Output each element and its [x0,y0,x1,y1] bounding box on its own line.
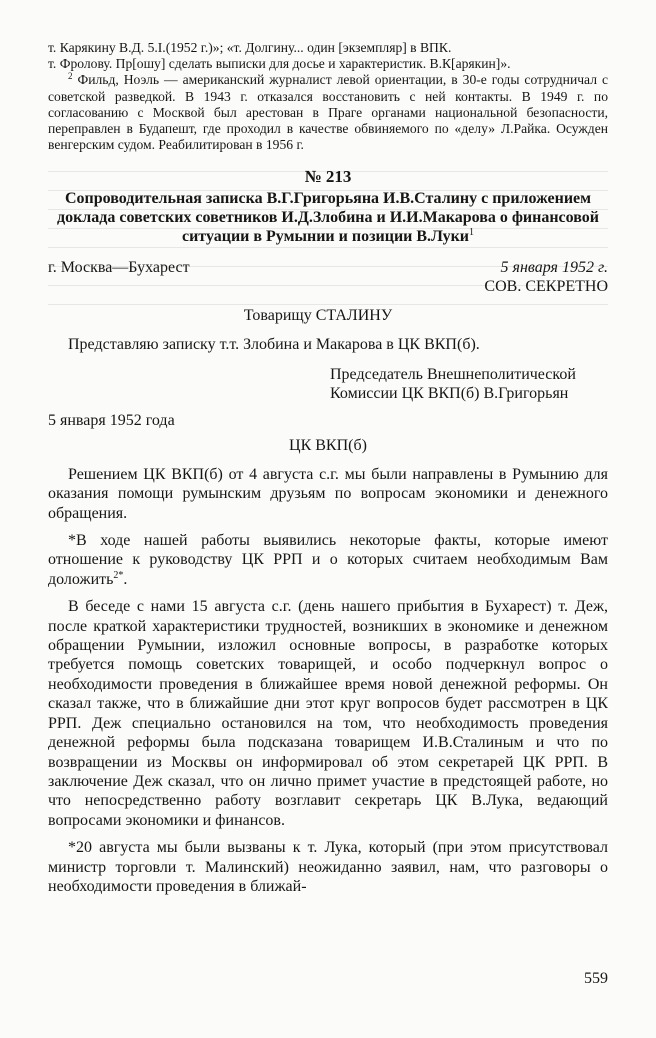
document-date: 5 января 1952 г. [500,259,608,277]
intro-text: Представляю записку т.т. Злобина и Макарова в ЦК ВКП(б). [68,336,480,354]
footnote-continuation-line1: т. Карякину В.Д. 5.I.(1952 г.)»; «т. Долгину... один [экземпляр] в ВПК. [48,40,452,55]
place: г. Москва—Бухарест [48,259,190,277]
paragraph-2-mark: 2* [113,569,124,581]
page-content [48,40,608,896]
paragraph-2-end: . [123,570,128,588]
report-addressee: ЦК ВКП(б) [289,436,367,454]
footnote-2-mark: 2 [68,71,73,82]
paragraph-2-text: *В ходе нашей работы выявились некоторые факты, которые имеют отношение к руководству ЦК РРП и о которых считаем необходимым Вам доложить [48,532,608,588]
signer-line1: Председатель Внешнеполитической [330,365,576,383]
intro-paragraph [48,335,608,354]
place-date-row [48,258,608,277]
paragraph-2 [48,531,608,589]
footnote-continuation-line2: т. Фролову. Пр[ошу] сделать выписки для досье и характеристик. В.К[арякин]». [48,56,511,72]
page-number: 559 [584,970,608,987]
signature-block [330,365,608,403]
addressee: Товарищу СТАЛИНУ [243,307,393,325]
document-title-text: Сопроводительная записка В.Г.Григорьяна И.В.Сталину с приложением доклада советских советников И.Д.Злобина и И.И.Макарова о финансовой ситуации в Румынии и позиции В.Луки [56,190,600,246]
signer-line2: Комиссии ЦК ВКП(б) В.Григорьян [330,384,569,402]
document-title [48,189,608,246]
report-date: 5 января 1952 года [48,411,175,429]
report-body [48,465,608,897]
document-number: № 213 [304,167,352,187]
footnote-2-text: Фильд, Ноэль — американский журналист левой ориентации, в 30-е годы сотрудничал с советской разведкой. В 1943 г. отказался восстановить с ней контакты. В 1949 г. по согласованию с Москвой был арестован в Праге органами национальной безопасности, переправлен в Будапешт, где проходил в качестве обвиняемого по «делу» Л.Райка. Осужден венгерским судом. Реабилитирован в 1956 г. [48,72,608,153]
document-title-mark: 1 [469,227,475,239]
paragraph-4: *20 августа мы были вызваны к т. Лука, который (при этом присутствовал министр торговли т. Малинский) неожиданно заявил, нам, что разговоры о необходимости проведения в ближай- [48,839,608,895]
footnotes [48,40,608,153]
paragraph-1: Решением ЦК ВКП(б) от 4 августа с.г. мы были направлены в Румынию для оказания помощи румынским друзьям по вопросам экономики и денежного обращения. [48,465,608,522]
footnote-2 [48,72,608,153]
classification-stamp: СОВ. СЕКРЕТНО [484,278,608,296]
paragraph-3: В беседе с нами 15 августа с.г. (день нашего прибытия в Бухарест) т. Деж, после краткой характеристики трудностей, возникших в экономике и денежном обращении Румынии, изложил основные вопросы, в разработке которых требуется помощь советских товарищей, и особо подчеркнул вопрос о необходимости проведения в ближайшее время новой денежной реформы. Он сказал также, что в ближайшие дни этот круг вопросов будет рассмотрен в ЦК РРП. Деж специально остановился на том, что необходимость проведения денежной реформы была подсказана товарищем И.В.Сталиным и что по возвращении из Москвы он информировал об этом секретарей ЦК РРП. В заключение Деж сказал, что он лично примет участие в предстоящей работе, но что непосредственно работу возглавит секретарь ЦК В.Лука, ведающий вопросами экономики и финансов. [48,598,608,829]
